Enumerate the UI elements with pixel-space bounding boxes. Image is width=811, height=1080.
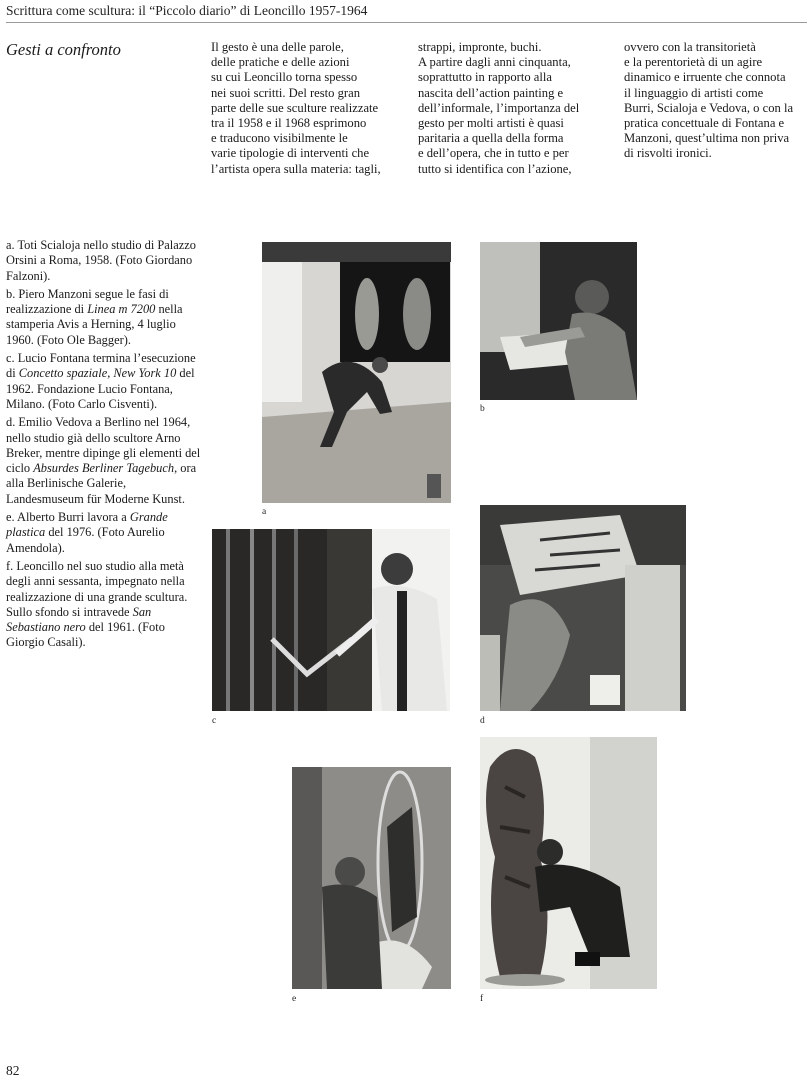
photo-b [480,242,637,400]
caption-c: c. Lucio Fontana termina l’esecuzione di Concetto spaziale, New York 10 del 1962. Fondazione Lucio Fontana, Milano. (Foto Carlo Cisventi). [6,351,196,411]
photo-label-c: c [212,716,217,726]
body-column-2: strappi, impronte, buchi. A partire dagli anni cinquanta, soprattutto in rapporto alla nascita dell’action painting e dell’informale, l’importanza del gesto per molti artisti è quasi paritaria a quella della forma e dell’opera, che in tutto e per tutto si identifica con l’azione, [418,40,580,176]
photo-e [292,767,451,989]
running-head: Scrittura come scultura: il “Piccolo diario” di Leoncillo 1957-1964 [6,3,368,18]
photo-c [212,529,450,711]
photo-f [480,737,657,989]
caption-d: d. Emilio Vedova a Berlino nel 1964, nello studio già dello scultore Arno Breker, mentre dipinge gli elementi del ciclo Absurdes Berliner Tagebuch, ora alla Berlinische Galerie, Landesmuseum für Moderne Kunst. [6,415,201,506]
photo-label-f: f [480,994,484,1004]
photo-captions [6,238,206,654]
photo-label-d: d [480,716,485,726]
body-column-1: Il gesto è una delle parole, delle pratiche e delle azioni su cui Leoncillo torna spesso nei suoi scritti. Del resto gran parte delle sue sculture realizzate tra il 1958 e il 1968 esprimono e traducono visibilmente le varie tipologie di interventi che l’artista opera sulla materia: tagli, [211,40,381,176]
photo-a [262,242,451,503]
caption-b: b. Piero Manzoni segue le fasi di realizzazione di Linea m 7200 nella stamperia Avis a Herning, 4 luglio 1960. (Foto Ole Bagger). [6,286,183,347]
photo-label-a: a [262,507,267,517]
body-column-3: ovvero con la transitorietà e la perentorietà di un agire dinamico e irruente che connota il linguaggio di artisti come Burri, Scialoja e Vedova, o con la pratica concettuale di Fontana e Manzoni, quest’ultima non priva di risvolti ironici. [624,40,794,161]
photo-d [480,505,686,711]
page-number: 82 [6,1063,20,1078]
section-title: Gesti a confronto [6,40,121,59]
caption-e: e. Alberto Burri lavora a Grande plastica del 1976. (Foto Aurelio Amendola). [6,510,168,555]
caption-f: f. Leoncillo nel suo studio alla metà degli anni sessanta, impegnato nella realizzazione di una grande scultura. Sullo sfondo si intravede San Sebastiano nero del 1961. (Foto Giorgio Casali). [6,558,188,650]
photo-label-e: e [292,994,297,1004]
header-rule [6,22,807,23]
photo-label-b: b [480,404,485,414]
caption-a: a. Toti Scialoja nello studio di Palazzo Orsini a Roma, 1958. (Foto Giordano Falzoni). [6,238,196,283]
